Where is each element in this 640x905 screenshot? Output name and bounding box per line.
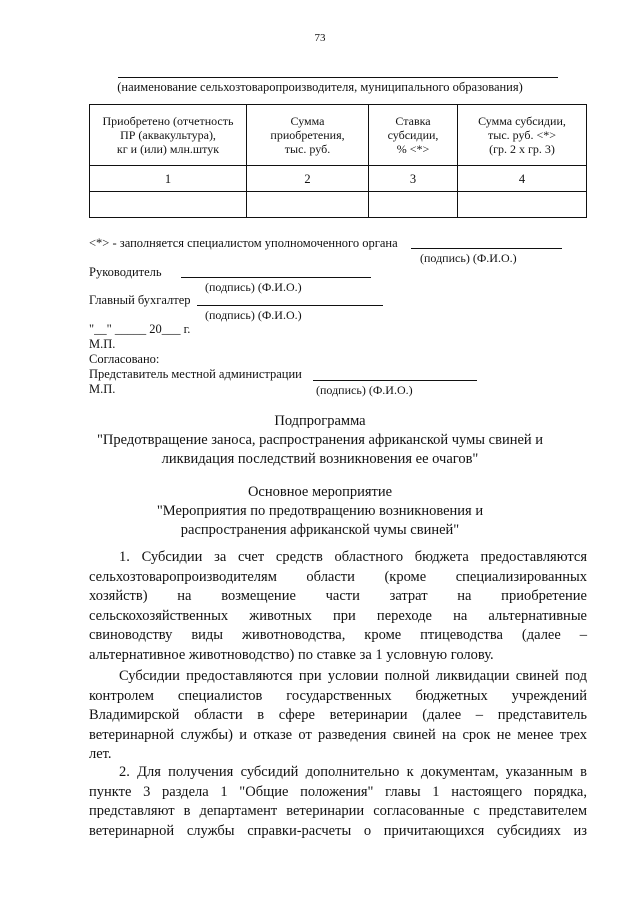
header-cell-amount: Сумма приобретения, тыс. руб.	[247, 105, 369, 166]
column-number: 3	[369, 166, 458, 192]
page-number: 73	[314, 32, 326, 44]
paragraph-2: Субсидии предоставляются при условии полной ликвидации свиней под контролем специалистов государственных бюджетных учреждений Владимирской области в сфере ветеринарии (далее – представитель ветеринарной службы) и отказе от разведения свиней на срок не менее трех лет.	[89, 668, 587, 762]
accountant-signature-line	[197, 305, 383, 306]
header-cell-subsidy: Сумма субсидии, тыс. руб. <*> (гр. 2 х гр. 3)	[458, 105, 587, 166]
admin-signature-caption: (подпись) (Ф.И.О.)	[316, 383, 413, 397]
head-label: Руководитель	[89, 265, 162, 279]
column-number: 4	[458, 166, 587, 192]
stamp-place-2: М.П.	[89, 382, 116, 396]
column-number: 1	[90, 166, 247, 192]
column-number: 2	[247, 166, 369, 192]
empty-cell	[90, 192, 247, 218]
admin-signature-line	[313, 380, 477, 381]
table-header-row	[90, 105, 587, 166]
subsidy-table	[89, 104, 587, 218]
footnote-signature-caption: (подпись) (Ф.И.О.)	[420, 251, 517, 265]
head-signature-caption: (подпись) (Ф.И.О.)	[205, 280, 302, 294]
activity-name-line-2: распространения африканской чумы свиней"	[180, 522, 460, 538]
paragraph-1: 1. Субсидии за счет средств областного бюджета предоставляются сельхозтоваропроизводителям области (кроме специализированных хозяйств) на возмещение части затрат на приобретение сельскохозяйственных животных при переходе на альтернативные свиноводству виды животноводства, кроме птицеводства (далее – альтернативное животноводство) по ставке за 1 условную голову.	[89, 549, 587, 663]
header-cell-rate: Ставка субсидии, % <*>	[369, 105, 458, 166]
table-number-row	[90, 166, 587, 192]
table-empty-row	[90, 192, 587, 218]
accountant-signature-caption: (подпись) (Ф.И.О.)	[205, 308, 302, 322]
footnote-signature-line	[411, 248, 562, 249]
paragraph-3: 2. Для получения субсидий дополнительно к документам, указанным в пункте 3 раздела 1 "Общие положения" главы 1 настоящего порядка, представляют в департамент ветеринарии согласованные с представителем ветеринарной службы справки-расчеты о причитающихся субсидиях из	[89, 764, 587, 839]
subprogram-name-line-1: "Предотвращение заноса, распространения африканской чумы свиней и	[96, 432, 544, 448]
header-cell-purchased: Приобретено (отчетность ПР (аквакультура), кг и (или) млн.штук	[90, 105, 247, 166]
activity-title: Основное мероприятие	[247, 484, 393, 500]
subprogram-title: Подпрограмма	[274, 413, 366, 429]
head-signature-line	[181, 277, 371, 278]
date-line: "__" _____ 20___ г.	[89, 322, 191, 336]
admin-label: Представитель местной администрации	[89, 367, 302, 381]
empty-cell	[369, 192, 458, 218]
applicant-name-line	[118, 77, 558, 78]
subprogram-name-line-2: ликвидация последствий возникновения ее очагов"	[161, 451, 479, 467]
empty-cell	[247, 192, 369, 218]
applicant-caption: (наименование сельхозтоваропроизводителя, муниципального образования)	[117, 80, 523, 94]
stamp-place-1: М.П.	[89, 337, 116, 351]
activity-name-line-1: "Мероприятия по предотвращению возникновения и	[156, 503, 484, 519]
accountant-label: Главный бухгалтер	[89, 293, 191, 307]
footnote-text: <*> - заполняется специалистом уполномоченного органа	[89, 236, 398, 250]
agreed-label: Согласовано:	[89, 352, 160, 366]
empty-cell	[458, 192, 587, 218]
